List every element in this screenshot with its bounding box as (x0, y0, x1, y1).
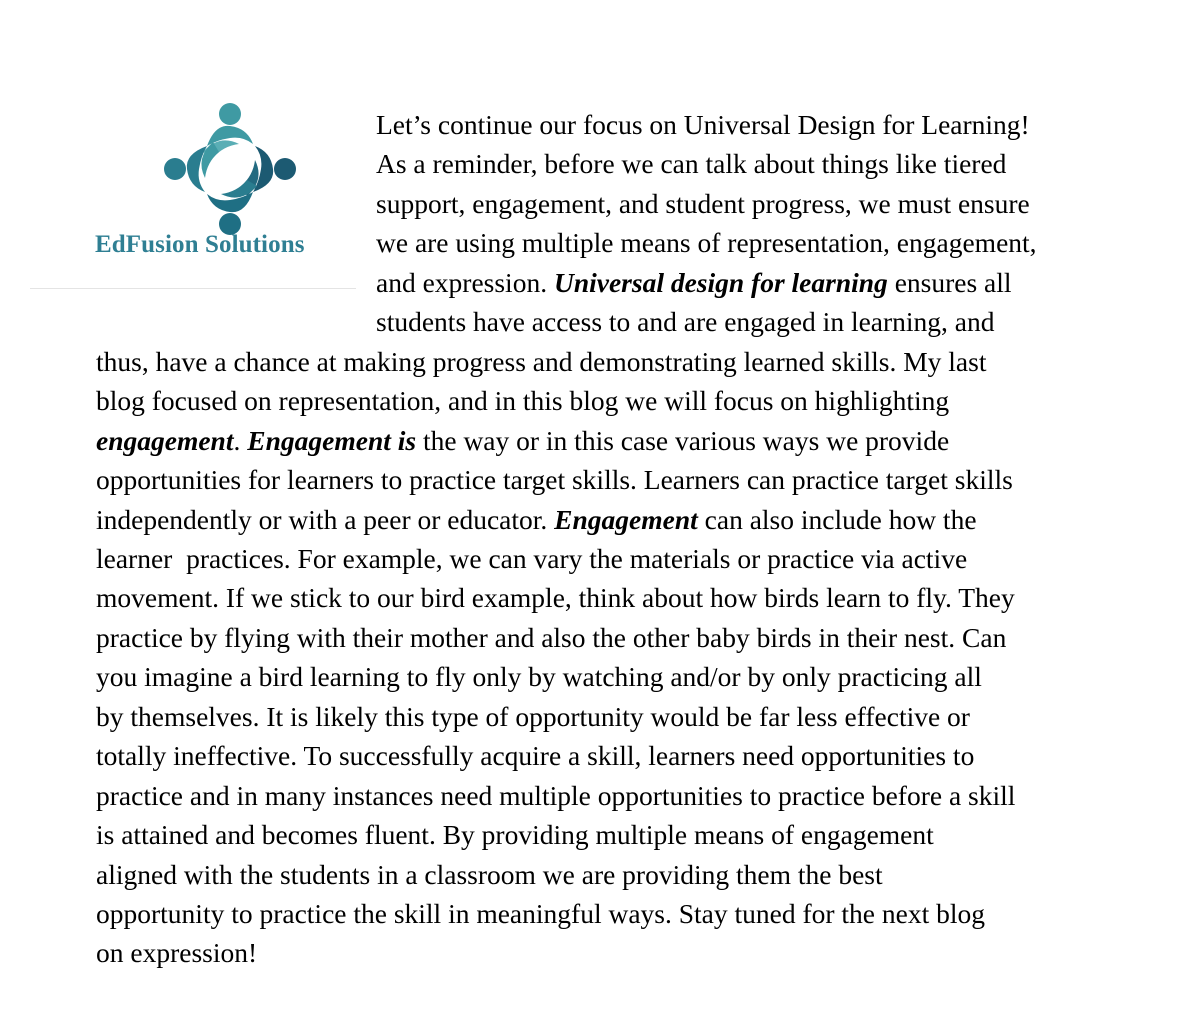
article-line (96, 698, 970, 736)
text-run: you imagine a bird learning to fly only by watching and/or by only practicing all (96, 661, 982, 693)
article-line (96, 382, 949, 420)
text-run: practice and in many instances need multiple opportunities to practice before a skill (96, 779, 1016, 811)
company-name: EdFusion Solutions (95, 231, 305, 258)
text-run: students have access to and are engaged in learning, and (376, 306, 995, 338)
article-line (96, 461, 1013, 499)
article-line (96, 579, 1015, 617)
text-run: opportunities for learners to practice target skills. Learners can practice target skills (96, 464, 1013, 496)
text-run: opportunity to practice the skill in meaningful ways. Stay tuned for the next blog (96, 898, 985, 929)
article-line (96, 737, 974, 775)
text-run: aligned with the students in a classroom we are providing them the best (96, 858, 883, 890)
text-run: blog focused on representation, and in this blog we will focus on highlighting (96, 385, 950, 417)
text-run: by themselves. It is likely this type of opportunity would be far less effective or (96, 700, 970, 732)
text-run: movement. If we stick to our bird example, think about how birds learn to fly. They (96, 582, 1015, 614)
emphasis-text: Universal design for learning (553, 266, 888, 298)
emphasis-text: Engagement is (247, 424, 417, 456)
article-line (96, 422, 949, 460)
text-run: As a reminder, before we can talk about things like tiered (376, 148, 1007, 180)
text-run: on expression! (96, 937, 258, 969)
article-line (96, 540, 967, 578)
article-line (96, 856, 883, 894)
article-line (376, 264, 1012, 302)
text-run: is attained and becomes fluent. By providing multiple means of engagement (96, 819, 934, 851)
article-line (96, 934, 257, 972)
article-line (96, 895, 985, 933)
emphasis-text: engagement (96, 424, 234, 456)
emphasis-text: Engagement (554, 503, 698, 535)
text-run: support, engagement, and student progress, we must ensure (376, 187, 1030, 219)
article-line (376, 224, 1037, 262)
text-run: we are using multiple means of representation, engagement, (376, 227, 1037, 259)
article-line (376, 303, 995, 341)
text-run: and expression. (376, 266, 554, 298)
article-line (96, 501, 977, 539)
article-line (96, 777, 1015, 815)
text-run: can also include how the (697, 503, 977, 535)
article-line (376, 185, 1030, 223)
text-run: the way or in this case various ways we provide (416, 424, 950, 456)
text-run: learner practices. For example, we can vary the materials or practice via active (96, 542, 968, 574)
text-run: totally ineffective. To successfully acquire a skill, learners need opportunities to (96, 740, 975, 772)
text-run: independently or with a peer or educator. (96, 503, 555, 535)
article-line (376, 145, 1006, 183)
article-line (96, 816, 934, 854)
text-run: . (233, 424, 248, 456)
text-run: Let’s continue our focus on Universal Design for Learning! (376, 109, 1030, 140)
article-line (376, 106, 1030, 144)
text-run: practice by flying with their mother and also the other baby birds in their nest. Can (96, 621, 1007, 653)
article-line (96, 658, 982, 696)
text-run: thus, have a chance at making progress and demonstrating learned skills. My last (96, 345, 987, 377)
article-line (96, 343, 986, 381)
article-line (96, 619, 1006, 657)
text-run: ensures all (887, 266, 1012, 298)
